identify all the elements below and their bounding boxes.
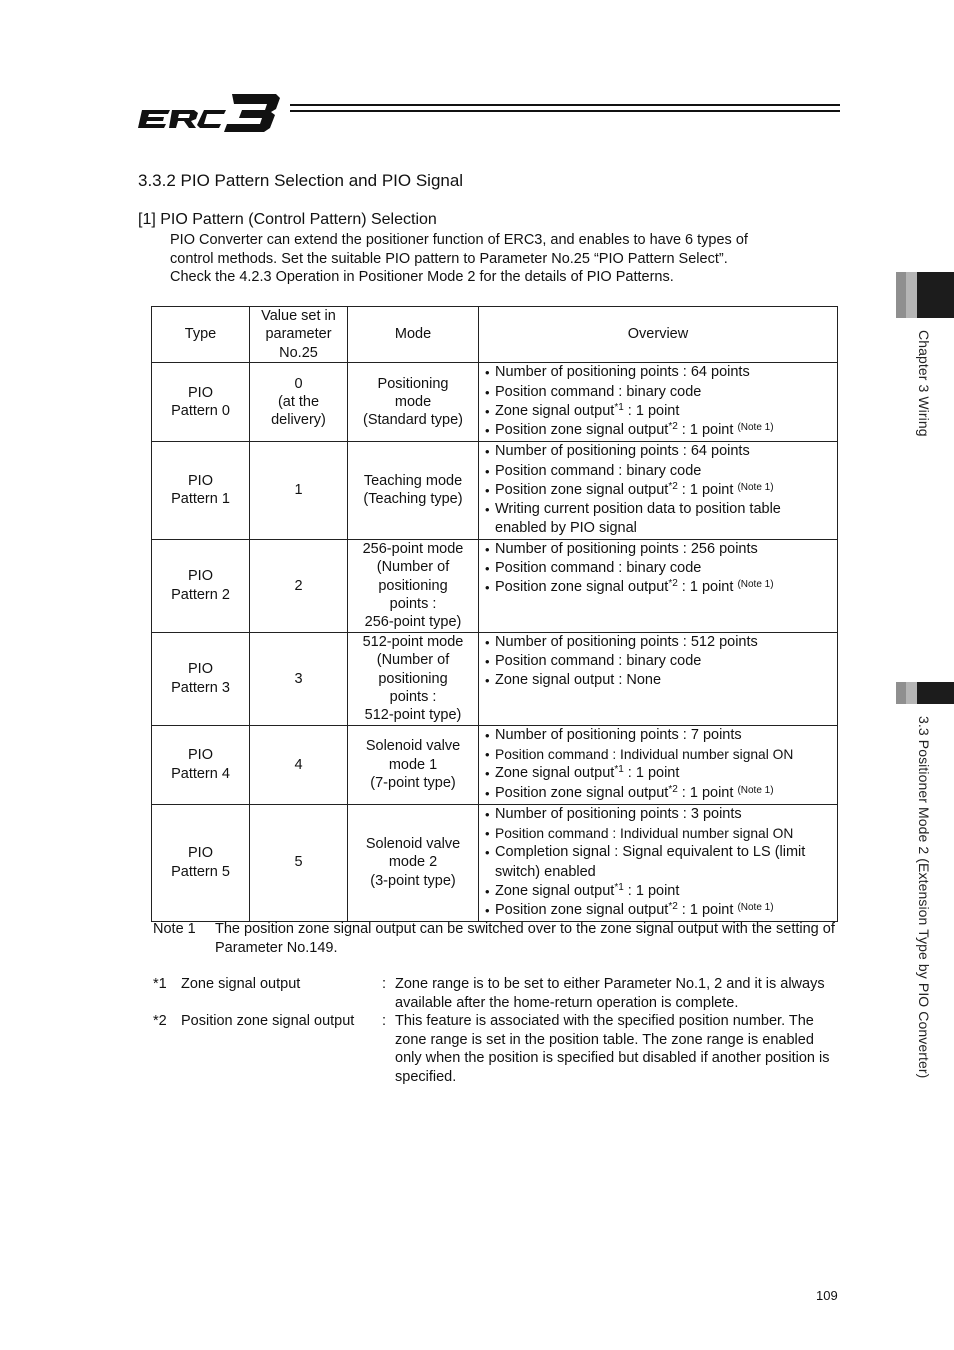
overview-tail: : 1 point <box>677 902 738 919</box>
footnote-ref: *2 <box>668 901 678 913</box>
cell-mode-line: (Standard type) <box>363 412 463 429</box>
chapter-tab-mid <box>906 272 917 318</box>
overview-item <box>485 843 833 882</box>
table-row <box>152 632 838 725</box>
cell-mode-line: points : <box>389 595 437 612</box>
overview-item <box>485 652 833 671</box>
overview-item <box>485 578 833 597</box>
overview-text: Position zone signal output <box>495 902 669 919</box>
footnote-ref: *2 <box>668 480 678 492</box>
overview-text: Position zone signal output <box>495 422 669 439</box>
overview-text: Position zone signal output <box>495 784 669 801</box>
cell-type-line: Pattern 0 <box>171 403 230 420</box>
note-ref: (Note 1) <box>737 579 774 591</box>
cell-overview <box>479 725 838 804</box>
cell-type-line: PIO <box>188 568 213 585</box>
cell-value-line: 1 <box>294 482 303 499</box>
cell-overview <box>479 632 838 725</box>
cell-mode-line: 512-point type) <box>364 707 462 724</box>
cell-overview <box>479 442 838 539</box>
cell-type-line: PIO <box>188 845 213 862</box>
overview-item <box>485 462 833 481</box>
cell-mode <box>348 539 479 632</box>
cell-value-line: 5 <box>294 854 303 871</box>
cell-overview <box>479 363 838 442</box>
header-value <box>250 307 348 363</box>
cell-mode-line: points : <box>389 688 437 705</box>
header-value-line: No.25 <box>279 344 318 361</box>
overview-item <box>485 784 833 803</box>
cell-value-line: 3 <box>294 670 303 687</box>
table-row <box>152 804 838 921</box>
cell-mode-line: positioning <box>378 577 448 594</box>
cell-mode <box>348 725 479 804</box>
cell-type <box>152 363 250 442</box>
header-type: Type <box>152 307 250 363</box>
table-row <box>152 363 838 442</box>
cell-mode-line: mode <box>394 394 432 411</box>
cell-type-line: Pattern 2 <box>171 586 230 603</box>
note-ref: (Note 1) <box>737 422 774 434</box>
overview-text: Writing current position data to position table enabled by PIO signal <box>495 501 781 537</box>
overview-text: Position command : binary code <box>495 462 702 479</box>
cell-type-line: PIO <box>188 747 213 764</box>
intro-line: Check the 4.2.3 Operation in Positioner Mode 2 for the details of PIO Patterns. <box>170 269 674 286</box>
overview-text: Number of positioning points : 7 points <box>495 726 742 743</box>
overview-tail: : 1 point <box>623 402 680 419</box>
footnote-1-id: *1 <box>153 976 167 992</box>
cell-value-line: (at the <box>277 394 320 411</box>
overview-text: Position command : binary code <box>495 560 702 576</box>
table-header-row <box>152 307 838 363</box>
cell-overview <box>479 539 838 632</box>
chapter-side-label: Chapter 3 Wiring <box>916 330 932 437</box>
cell-value-line: 2 <box>294 577 303 594</box>
overview-item <box>485 726 833 745</box>
cell-mode <box>348 442 479 539</box>
overview-text: Number of positioning points : 64 points <box>495 443 750 460</box>
overview-text: Completion signal : Signal equivalent to LS (limit switch) enabled <box>495 844 806 880</box>
chapter-tab-light <box>896 272 906 318</box>
overview-tail: : 1 point <box>677 579 738 596</box>
footnote-ref: *2 <box>668 578 678 590</box>
section-tab-dark <box>917 682 954 704</box>
overview-item <box>485 745 833 764</box>
erc3-logo <box>136 92 282 132</box>
intro-paragraph <box>170 231 840 287</box>
overview-item <box>485 559 833 578</box>
cell-mode <box>348 804 479 921</box>
overview-item <box>485 824 833 843</box>
cell-type <box>152 442 250 539</box>
cell-mode <box>348 632 479 725</box>
overview-tail: : 1 point <box>623 882 680 899</box>
cell-value <box>250 363 348 442</box>
cell-mode-line: Teaching mode <box>363 473 463 490</box>
cell-mode-line: mode 2 <box>388 854 438 871</box>
cell-mode-line: (3-point type) <box>370 872 456 889</box>
overview-text: Position command : binary code <box>495 653 702 670</box>
page-number: 109 <box>816 1288 838 1303</box>
cell-mode-line: mode 1 <box>388 756 438 773</box>
overview-text: Position command : Individual number signal ON <box>495 747 794 763</box>
footnote-ref: *2 <box>668 421 678 433</box>
cell-value <box>250 725 348 804</box>
cell-overview <box>479 804 838 921</box>
cell-mode-line: Solenoid valve <box>365 738 461 755</box>
cell-mode-line: (Number of <box>376 559 450 576</box>
overview-item <box>485 882 833 901</box>
cell-type-line: PIO <box>188 473 213 490</box>
overview-item <box>485 764 833 783</box>
footnote-2-term: Position zone signal output <box>181 1013 355 1029</box>
overview-tail: : 1 point <box>677 481 738 498</box>
footnote-2-colon: : <box>382 1013 387 1029</box>
note-ref: (Note 1) <box>737 784 774 796</box>
footnote-ref: *2 <box>668 783 678 795</box>
note-ref: (Note 1) <box>737 902 774 914</box>
overview-item <box>485 481 833 500</box>
cell-mode-line: (Teaching type) <box>363 491 463 508</box>
footnote-ref: *1 <box>614 401 624 413</box>
overview-tail: : 1 point <box>623 765 680 782</box>
cell-mode-line: 256-point mode <box>362 540 464 557</box>
cell-type-line: PIO <box>188 384 213 401</box>
cell-value-line: delivery) <box>271 412 326 429</box>
section-heading: 3.3.2 PIO Pattern Selection and PIO Signal <box>138 171 464 190</box>
overview-text: Position zone signal output <box>495 579 669 596</box>
overview-item <box>485 363 833 382</box>
cell-mode-line: (7-point type) <box>370 774 456 791</box>
cell-type <box>152 725 250 804</box>
header-double-rule <box>290 104 840 114</box>
cell-mode-line: 512-point mode <box>362 633 464 650</box>
cell-mode-line: (Number of <box>376 652 450 669</box>
header-value-line: Value set in <box>261 308 336 324</box>
overview-item <box>485 383 833 402</box>
section-tab-light <box>896 682 906 704</box>
cell-type-line: PIO <box>188 661 213 678</box>
overview-item <box>485 901 833 920</box>
intro-line: PIO Converter can extend the positioner function of ERC3, and enables to have 6 types of <box>170 232 748 248</box>
cell-value-line: 4 <box>294 756 303 773</box>
footnote-1-colon: : <box>382 976 387 992</box>
overview-text: Number of positioning points : 256 points <box>495 540 758 557</box>
cell-mode-line: 256-point type) <box>364 614 462 631</box>
overview-text: Zone signal output <box>495 882 615 899</box>
overview-text: Number of positioning points : 64 points <box>495 364 750 381</box>
table-row <box>152 725 838 804</box>
overview-item <box>485 540 833 559</box>
cell-type-line: Pattern 4 <box>171 765 230 782</box>
pio-pattern-table <box>151 306 838 922</box>
cell-type <box>152 539 250 632</box>
cell-mode-line: Positioning <box>377 375 449 392</box>
note1-label: Note 1 <box>153 921 196 937</box>
note1-text: The position zone signal output can be switched over to the zone signal output with the setting of Parameter No.149. <box>215 921 835 956</box>
overview-tail: : 1 point <box>677 422 738 439</box>
overview-text: Zone signal output <box>495 765 615 782</box>
cell-type-line: Pattern 3 <box>171 679 230 696</box>
overview-text: Position command : binary code <box>495 383 702 400</box>
overview-text: Position command : Individual number signal ON <box>495 826 794 842</box>
table-row <box>152 442 838 539</box>
overview-text: Zone signal output : None <box>495 672 662 689</box>
header-mode: Mode <box>348 307 479 363</box>
footnote-2-id: *2 <box>153 1013 167 1029</box>
overview-text: Zone signal output <box>495 402 615 419</box>
intro-line: control methods. Set the suitable PIO pattern to Parameter No.25 “PIO Pattern Select”. <box>170 250 728 267</box>
header-overview: Overview <box>479 307 838 363</box>
cell-mode <box>348 363 479 442</box>
chapter-tab-dark <box>917 272 954 318</box>
cell-value <box>250 442 348 539</box>
overview-item <box>485 633 833 652</box>
cell-value <box>250 804 348 921</box>
cell-type <box>152 804 250 921</box>
cell-type-line: Pattern 1 <box>171 491 230 508</box>
footnote-1-desc: Zone range is to be set to either Parameter No.1, 2 and it is always available after the home-return operation is complete. <box>395 976 825 1011</box>
overview-item <box>485 500 833 539</box>
table-row <box>152 539 838 632</box>
cell-value-line: 0 <box>294 375 303 392</box>
overview-item <box>485 402 833 421</box>
overview-item <box>485 805 833 824</box>
overview-item <box>485 671 833 690</box>
cell-type-line: Pattern 5 <box>171 863 230 880</box>
cell-type <box>152 632 250 725</box>
overview-tail: : 1 point <box>677 784 738 801</box>
overview-text: Number of positioning points : 512 points <box>495 633 758 650</box>
overview-text: Number of positioning points : 3 points <box>495 805 742 822</box>
overview-item <box>485 442 833 461</box>
section-tab-mid <box>906 682 917 704</box>
section-side-label: 3.3 Positioner Mode 2 (Extension Type by PIO Converter) <box>916 716 932 1079</box>
overview-item <box>485 421 833 440</box>
overview-text: Position zone signal output <box>495 481 669 498</box>
header-value-line: parameter <box>265 326 332 343</box>
table-body <box>152 363 838 921</box>
note-ref: (Note 1) <box>737 481 774 493</box>
footnote-ref: *1 <box>614 881 624 893</box>
footnote-1-term: Zone signal output <box>181 976 301 992</box>
cell-mode-line: Solenoid valve <box>365 836 461 853</box>
sub-heading: [1] PIO Pattern (Control Pattern) Selection <box>138 211 437 228</box>
cell-value <box>250 632 348 725</box>
footnote-2-desc: This feature is associated with the specified position number. The zone range is set in the position table. The zone range is enabled only when the position is specified but disabled if another position is specified. <box>395 1013 830 1085</box>
footnote-ref: *1 <box>614 764 624 776</box>
cell-mode-line: positioning <box>378 670 448 687</box>
cell-value <box>250 539 348 632</box>
